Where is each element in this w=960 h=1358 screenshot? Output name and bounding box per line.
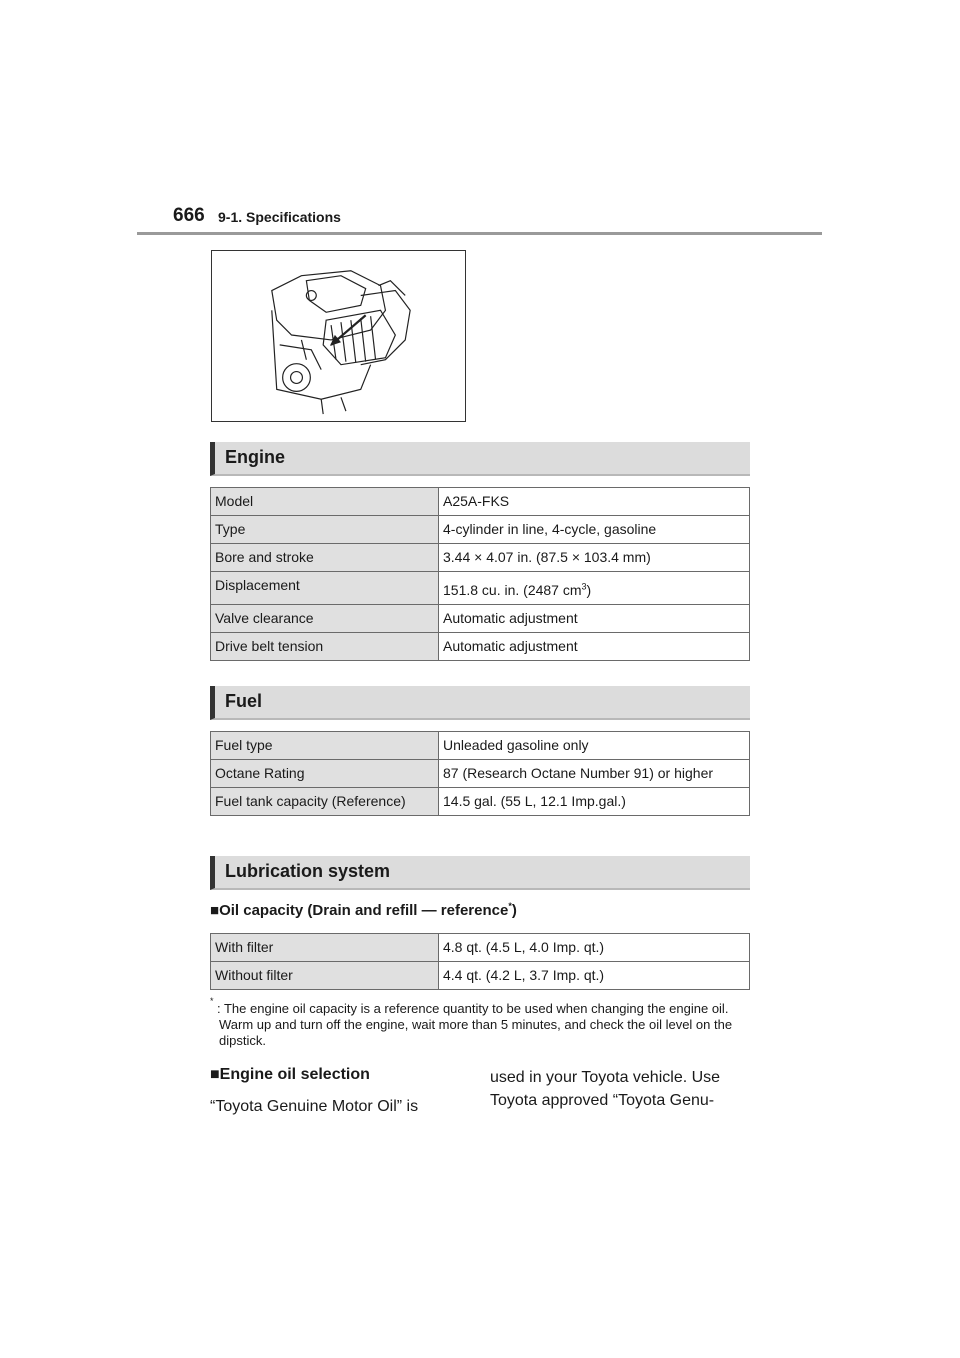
row-label: Displacement [211,572,439,605]
row-value: 4-cylinder in line, 4-cycle, gasoline [439,516,750,544]
row-label: With filter [211,934,439,962]
page-number: 666 [173,205,205,226]
displacement-superscript: 3 [581,581,587,592]
row-value: Automatic adjustment [439,605,750,633]
engine-oil-left-text: “Toyota Genuine Motor Oil” is [210,1098,419,1115]
row-value: Automatic adjustment [439,633,750,661]
row-value: 4.4 qt. (4.2 L, 3.7 Imp. qt.) [439,962,750,990]
row-label: Bore and stroke [211,544,439,572]
table-row [211,934,750,962]
row-label: Valve clearance [211,605,439,633]
row-value: 3.44 × 4.07 in. (87.5 × 103.4 mm) [439,544,750,572]
oil-capacity-text: Oil capacity (Drain and refill — reference [219,902,509,919]
oil-capacity-end: ) [511,902,517,919]
displacement-end: ) [586,582,592,598]
row-value: A25A-FKS [439,488,750,516]
row-value: 87 (Research Octane Number 91) or higher [439,760,750,788]
row-label: Model [211,488,439,516]
fuel-spec-table [210,731,750,816]
table-row [211,516,750,544]
row-label: Without filter [211,962,439,990]
engine-spec-table [210,487,750,661]
fuel-heading: Fuel [225,691,263,711]
right-line-1: used in your Toyota vehicle. Use [490,1069,721,1086]
section-title: 9-1. Specifications [218,209,341,225]
row-value: 4.8 qt. (4.5 L, 4.0 Imp. qt.) [439,934,750,962]
row-label: Octane Rating [211,760,439,788]
row-value [439,572,750,605]
engine-section-header [210,442,750,476]
row-value: 14.5 gal. (55 L, 12.1 Imp.gal.) [439,788,750,816]
row-label: Drive belt tension [211,633,439,661]
fuel-section-header [210,686,750,720]
table-row [211,633,750,661]
table-row [211,962,750,990]
header-rule [137,232,822,235]
oil-capacity-footnote: * : The engine oil capacity is a reference quantity to be used when changing the engine oil. Warm up and turn off the engine, wait more than 5 minutes, and check the oil level on the dipstick. [210,1001,755,1049]
table-row [211,605,750,633]
table-row [211,572,750,605]
table-row [211,488,750,516]
engine-heading: Engine [225,447,286,467]
bullet-icon: ■ [210,1066,220,1083]
bullet-icon: ■ [210,902,220,919]
lubrication-heading: Lubrication system [225,861,391,881]
row-label: Type [211,516,439,544]
row-value: Unleaded gasoline only [439,732,750,760]
oil-capacity-asterisk: * [508,901,512,911]
right-line-2: Toyota approved “Toyota Genu- [490,1092,715,1109]
engine-oil-selection-heading [210,1066,370,1084]
lubrication-section-header [210,856,750,890]
oil-capacity-table [210,933,750,990]
row-label: Fuel type [211,732,439,760]
footnote-text: : The engine oil capacity is a reference quantity to be used when changing the engine oil. Warm up and turn off the engine, wait more than 5 minutes, and check the oil level on the dipstick. [217,1001,733,1048]
table-row [211,788,750,816]
row-label: Fuel tank capacity (Reference) [211,788,439,816]
table-row [211,544,750,572]
table-row [211,760,750,788]
engine-oil-selection-text: Engine oil selection [219,1066,370,1083]
engine-illustration [211,250,466,422]
engine-oil-right-text [490,1066,760,1112]
displacement-main: 151.8 cu. in. (2487 cm [443,582,582,598]
oil-capacity-heading [210,902,517,919]
table-row [211,732,750,760]
